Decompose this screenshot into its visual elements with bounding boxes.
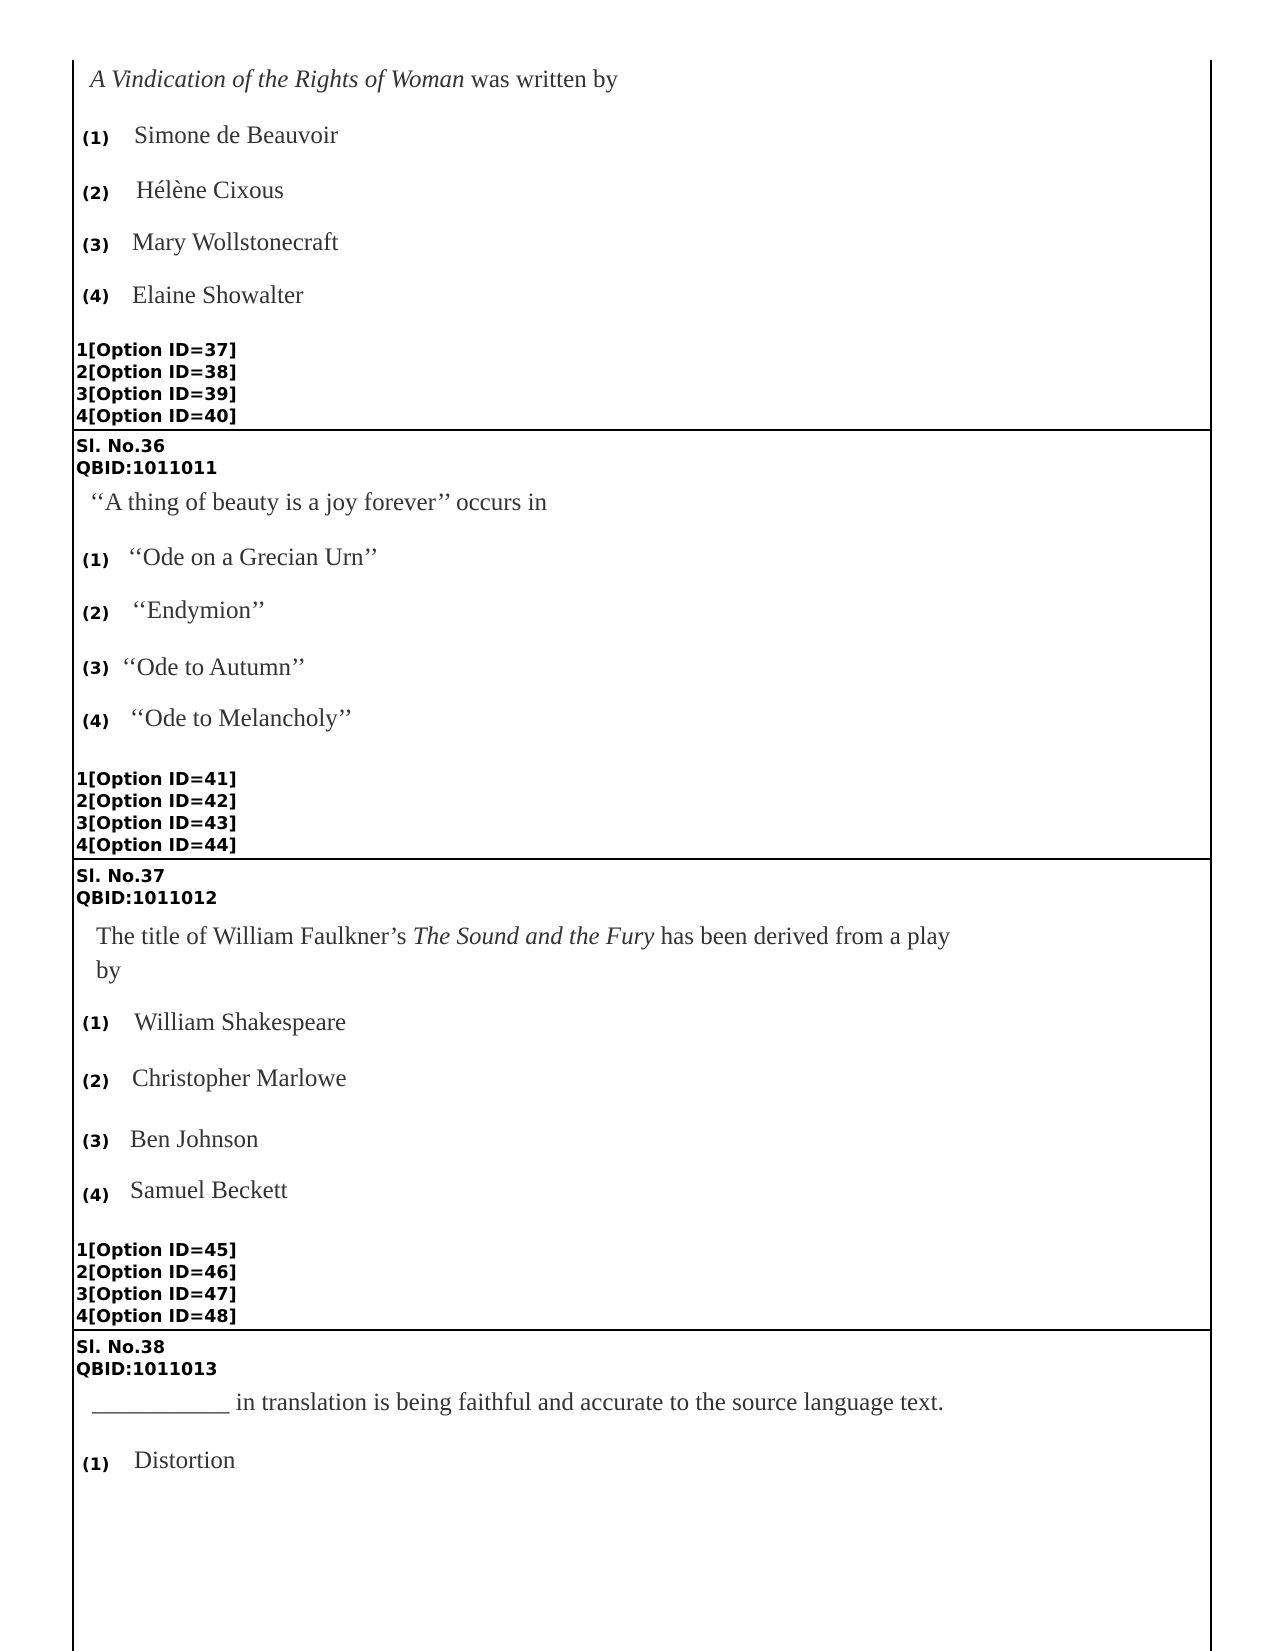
option-number: (2) [82, 1072, 110, 1092]
question-header [76, 866, 218, 910]
option-text: Christopher Marlowe [132, 1065, 347, 1092]
option-id-list [76, 340, 237, 428]
option-number: (1) [82, 1014, 110, 1034]
divider [72, 1329, 1212, 1331]
option-number: (4) [82, 287, 110, 307]
option-id: 2[Option ID=38] [76, 363, 237, 383]
qbid: QBID:1011012 [76, 889, 218, 909]
option-number: (3) [82, 1132, 110, 1152]
option-number: (3) [82, 236, 110, 256]
qbid: QBID:1011011 [76, 459, 218, 479]
option-id-list [76, 1240, 237, 1328]
option-number: (4) [82, 1186, 110, 1206]
option-id: 1[Option ID=45] [76, 1241, 237, 1261]
option-text: William Shakespeare [134, 1009, 347, 1036]
question-header [76, 436, 218, 480]
question-stem: The title of William Faulkner’s The Sound and the Fury has been derived from a play [96, 923, 951, 950]
serial-number: Sl. No.36 [76, 437, 166, 457]
option-number: (2) [82, 184, 110, 204]
question-header [76, 1337, 218, 1381]
option-id: 1[Option ID=37] [76, 341, 237, 361]
option-id: 2[Option ID=46] [76, 1263, 237, 1283]
option-id: 3[Option ID=39] [76, 385, 237, 405]
divider [72, 429, 1212, 431]
option-text: Ben Johnson [130, 1126, 259, 1153]
question-stem: A Vindication of the Rights of Woman was written by [90, 66, 618, 93]
option-id: 4[Option ID=44] [76, 836, 237, 856]
option-number: (1) [82, 129, 110, 149]
option-id: 4[Option ID=48] [76, 1307, 237, 1327]
question-stem-line2: by [96, 957, 121, 984]
option-text: ‘‘Ode to Autumn’’ [122, 654, 306, 681]
option-number: (1) [82, 551, 110, 571]
option-text: Mary Wollstonecraft [132, 229, 339, 256]
option-text: ‘‘Ode to Melancholy’’ [130, 705, 353, 732]
serial-number: Sl. No.38 [76, 1338, 166, 1358]
option-id: 3[Option ID=47] [76, 1285, 237, 1305]
option-number: (3) [82, 659, 110, 679]
qbid: QBID:1011013 [76, 1360, 218, 1380]
option-text: Hélène Cixous [136, 177, 284, 204]
option-text: Samuel Beckett [130, 1177, 288, 1204]
option-id: 2[Option ID=42] [76, 792, 237, 812]
option-id: 3[Option ID=43] [76, 814, 237, 834]
option-text: Simone de Beauvoir [134, 122, 339, 149]
option-text: ‘‘Ode on a Grecian Urn’’ [128, 544, 379, 571]
question-stem: ‘‘A thing of beauty is a joy forever’’ occurs in [90, 489, 548, 516]
serial-number: Sl. No.37 [76, 867, 166, 887]
option-text: Distortion [134, 1447, 236, 1474]
option-id: 4[Option ID=40] [76, 407, 237, 427]
option-text: ‘‘Endymion’’ [132, 597, 266, 624]
option-number: (4) [82, 712, 110, 732]
option-number: (1) [82, 1455, 110, 1475]
question-stem: ___________ in translation is being faithful and accurate to the source language text. [92, 1389, 944, 1416]
option-id-list [76, 769, 237, 857]
option-id: 1[Option ID=41] [76, 770, 237, 790]
answer-blank: ___________ [92, 1389, 230, 1416]
divider [72, 858, 1212, 860]
option-text: Elaine Showalter [132, 282, 304, 309]
option-number: (2) [82, 604, 110, 624]
